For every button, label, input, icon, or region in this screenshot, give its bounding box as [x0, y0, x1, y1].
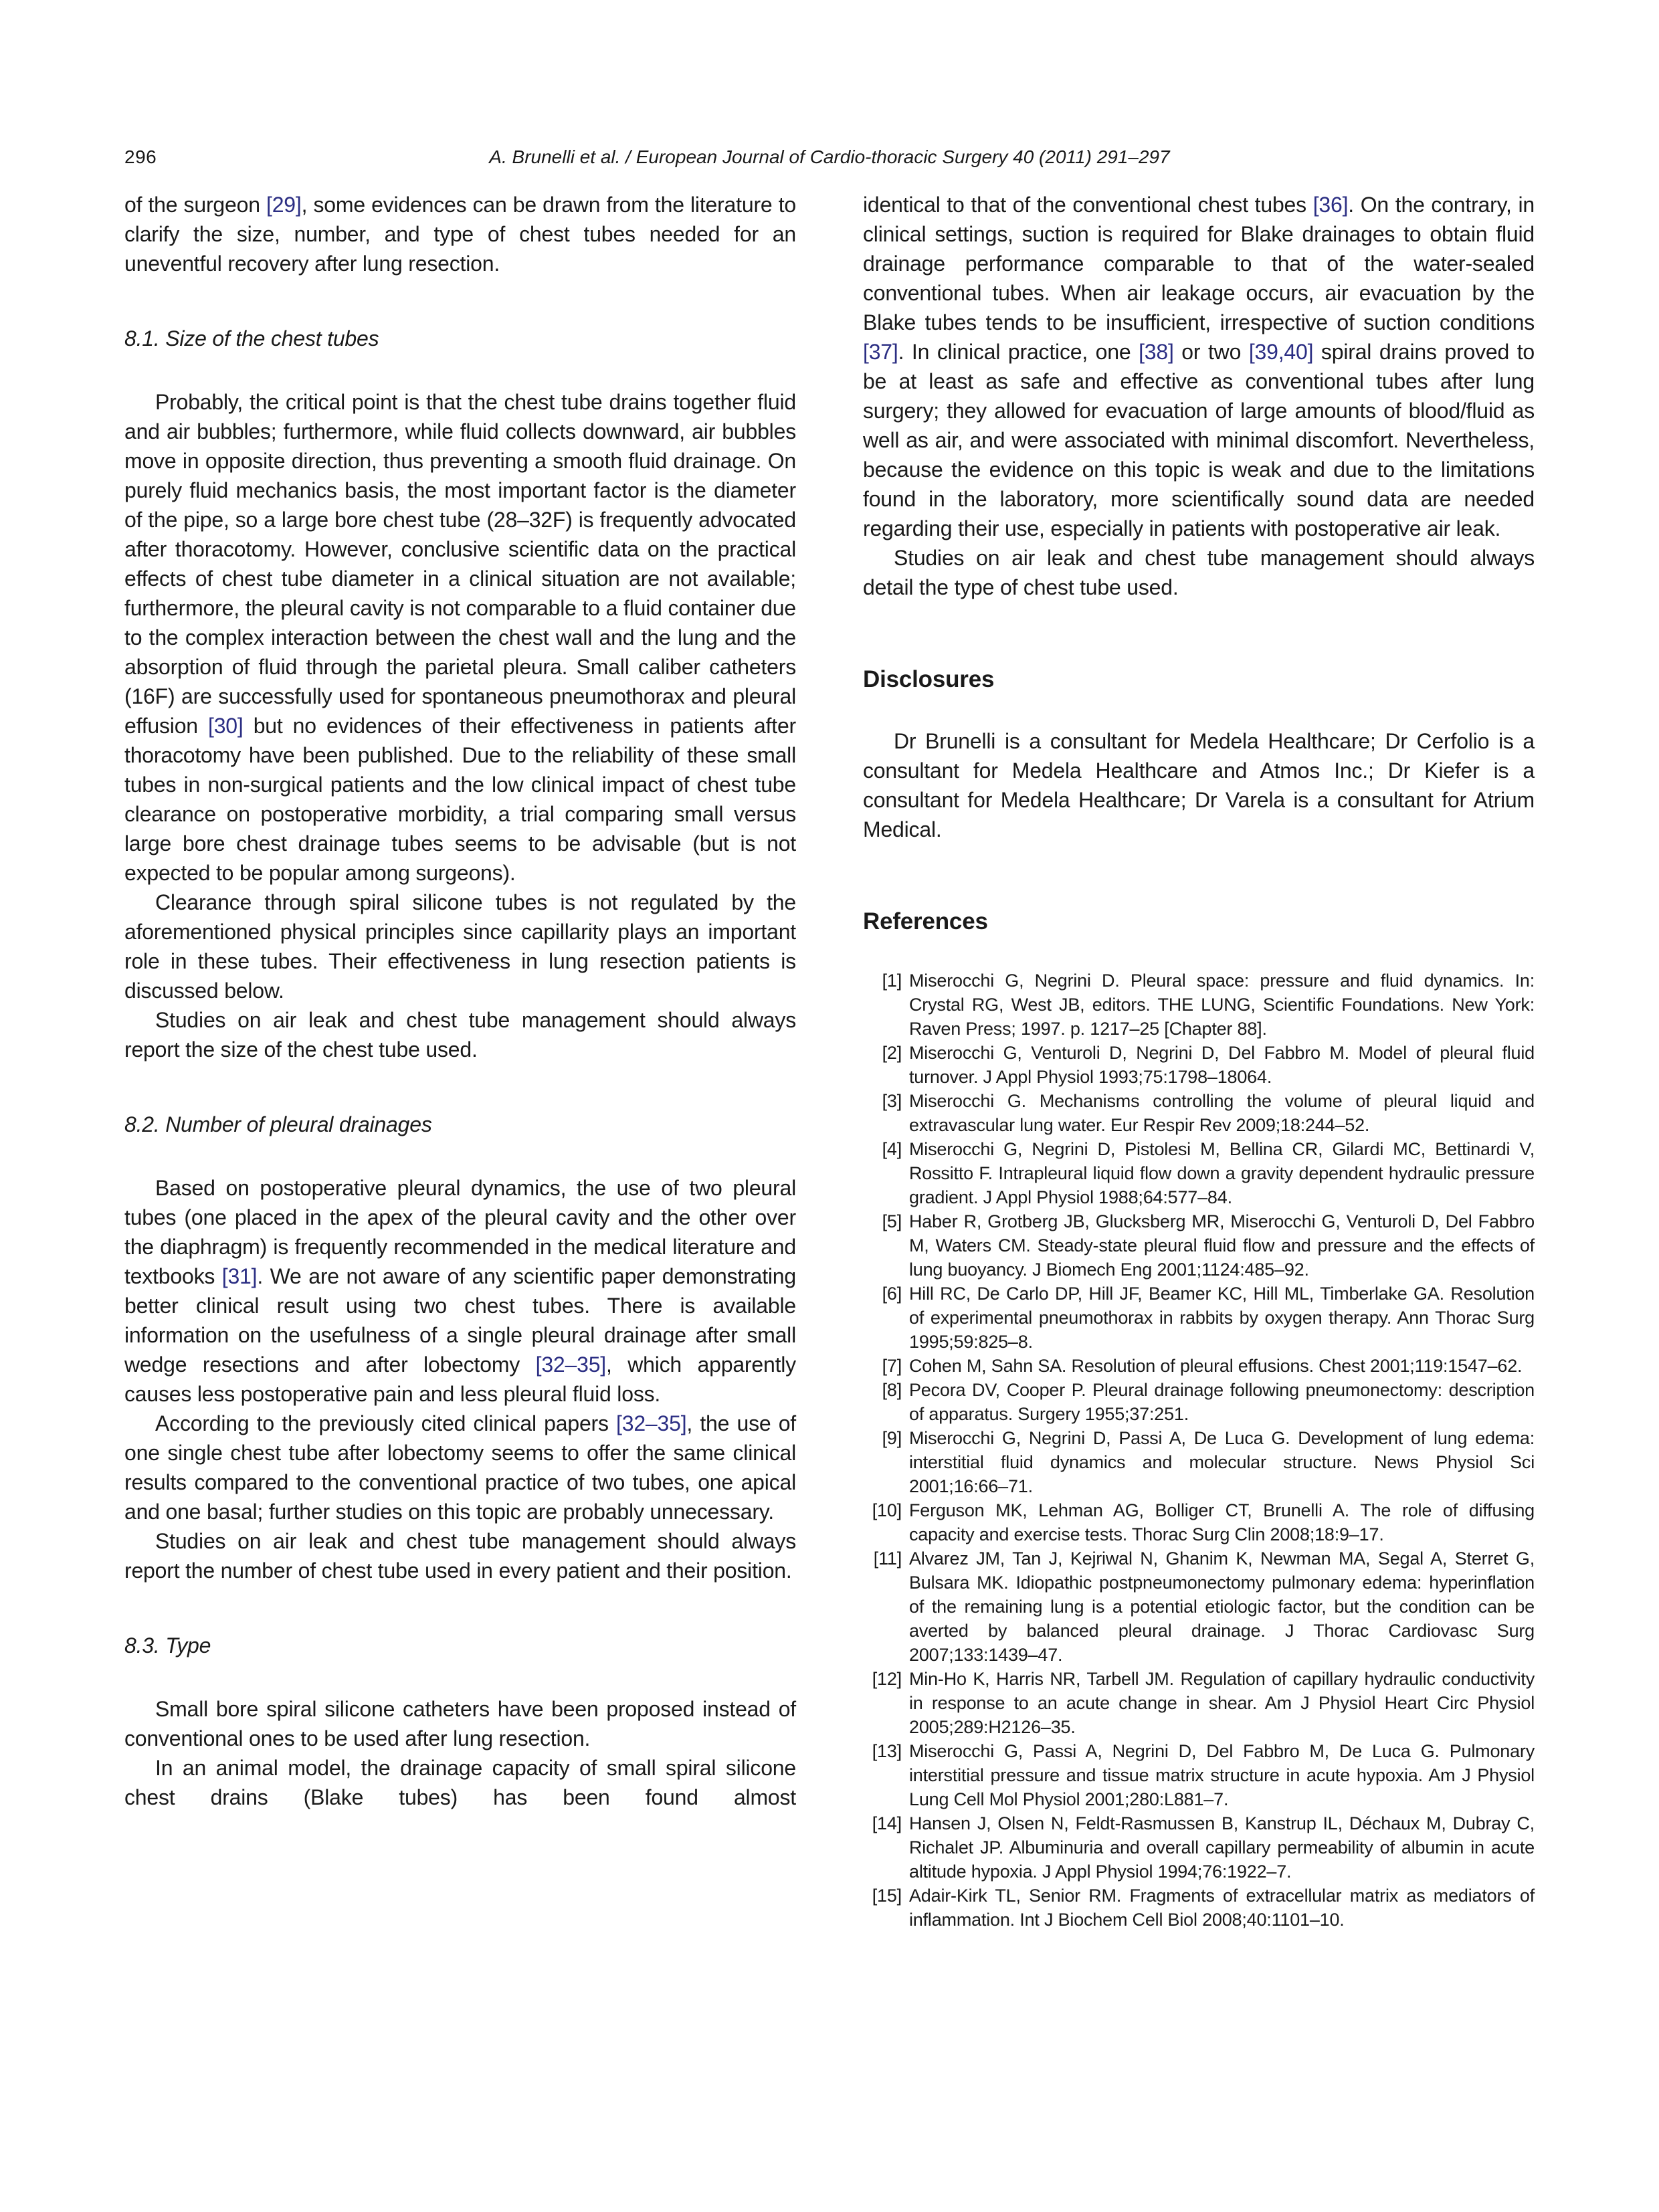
citation-link[interactable]: [37] [863, 340, 898, 364]
reference-text: Miserocchi G. Mechanisms controlling the volume of pleural liquid and extravascular lung water. Eur Respir Rev 2009;18:244–52. [909, 1091, 1535, 1135]
reference-number: [9] [882, 1428, 902, 1448]
citation-link[interactable]: [31] [221, 1264, 258, 1288]
reference-text: Miserocchi G, Negrini D, Pistolesi M, Bellina CR, Gilardi MC, Bettinardi V, Rossitto F. Intrapleural liquid flow down a gravity dependent hydraulic pressure gradient. J Appl Physiol 1988;64:577–84. [909, 1139, 1535, 1207]
reference-number: [7] [882, 1356, 902, 1376]
reference-item [863, 1546, 1535, 1667]
reference-item [863, 1739, 1535, 1811]
paragraph: Probably, the critical point is that the chest tube drains together fluid and air bubbles; furthermore, while fluid collects downward, air bubbles move in opposite direction, thus preventing a smooth fluid drainage. On purely fluid mechanics basis, the most important factor is the diameter of the pipe, so a large bore chest tube (28–32F) is frequently advocated after thoracotomy. However, conclusive scientific data on the practical effects of chest tube diameter in a clinical situation are not available; furthermore, the pleural cavity is not comparable to a fluid container due to the complex interaction between the chest wall and the lung and the absorption of fluid through the parietal pleura. Small caliber catheters (16F) are successfully used for spontaneous pneumothorax and pleural effusion [30] but no evidences of their effectiveness in patients after thoracotomy have been published. Due to the reliability of these small tubes in non-surgical patients and the low clinical impact of chest tube clearance on postoperative morbidity, a trial comparing small versus large bore chest drainage tubes seems to be advisable (but is not expected to be popular among surgeons). [124, 390, 797, 885]
reference-text: Hansen J, Olsen N, Feldt-Rasmussen B, Kanstrup IL, Déchaux M, Dubray C, Richalet JP. Albuminuria and overall capillary permeability of albumin in acute altitude hypoxia. J Appl Physiol 1994;76:1922–7. [909, 1813, 1535, 1882]
reference-text: Haber R, Grotberg JB, Glucksberg MR, Miserocchi G, Venturoli D, Del Fabbro M, Waters CM. Steady-state pleural fluid flow and pressure and the effects of lung buoyancy. J Biomech Eng 2001;1124:485–92. [909, 1211, 1535, 1280]
paragraph: of the surgeon [29], some evidences can be drawn from the literature to clarify the size, number, and type of chest tubes needed for an uneventful recovery after lung resection. [124, 193, 796, 276]
reference-number: [14] [872, 1813, 902, 1833]
reference-text: Miserocchi G, Negrini D. Pleural space: pressure and fluid dynamics. In: Crystal RG, West JB, editors. THE LUNG, Scientific Foundations. New York: Raven Press; 1997. p. 1217–25 [Chapter 88]. [909, 971, 1535, 1039]
citation-link[interactable]: [36] [1312, 193, 1349, 217]
reference-item [863, 1041, 1535, 1089]
reference-number: [6] [882, 1284, 902, 1304]
reference-number: [12] [872, 1669, 902, 1689]
reference-item [863, 1884, 1535, 1932]
section-heading: 8.3. Type [124, 1633, 211, 1657]
citation-link[interactable]: [38] [1139, 340, 1174, 364]
page-number: 296 [124, 146, 157, 167]
reference-item [863, 1137, 1535, 1209]
reference-number: [2] [882, 1043, 902, 1063]
reference-item [863, 1811, 1535, 1884]
reference-item [863, 1209, 1535, 1282]
paragraph: Studies on air leak and chest tube management should always report the number of chest tube used in every patient and their position. [124, 1529, 796, 1583]
reference-item [863, 969, 1535, 1041]
citation-link[interactable]: [30] [208, 714, 243, 738]
reference-text: Adair-Kirk TL, Senior RM. Fragments of extracellular matrix as mediators of inflammation. Int J Biochem Cell Biol 2008;40:1101–10. [909, 1886, 1535, 1930]
citation-link[interactable]: [39,40] [1248, 340, 1314, 364]
paragraph: Studies on air leak and chest tube management should always report the size of the chest tube used. [124, 1008, 796, 1062]
reference-number: [8] [882, 1380, 902, 1400]
reference-item [863, 1089, 1535, 1137]
reference-number: [15] [872, 1886, 902, 1906]
running-head: A. Brunelli et al. / European Journal of Cardio-thoracic Surgery 40 (2011) 291–297 [489, 146, 1170, 167]
paragraph: Clearance through spiral silicone tubes is not regulated by the aforementioned physical principles since capillarity plays an important role in these tubes. Their effectiveness in lung resection patients is discussed below. [124, 890, 796, 1003]
page-header [124, 146, 1535, 175]
reference-number: [3] [882, 1091, 902, 1111]
paragraph: In an animal model, the drainage capacity of small spiral silicone chest drains (Blake tubes) has been found almost [124, 1756, 796, 1809]
paragraph: Small bore spiral silicone catheters have been proposed instead of conventional ones to be used after lung resection. [124, 1697, 796, 1750]
reference-list [863, 969, 1535, 1932]
reference-item [863, 1354, 1535, 1378]
reference-item [863, 1378, 1535, 1426]
reference-item [863, 1498, 1535, 1546]
reference-item [863, 1667, 1535, 1739]
reference-item [863, 1426, 1535, 1498]
reference-text: Miserocchi G, Venturoli D, Negrini D, Del Fabbro M. Model of pleural fluid turnover. J Appl Physiol 1993;75:1798–18064. [909, 1043, 1535, 1087]
reference-text: Cohen M, Sahn SA. Resolution of pleural effusions. Chest 2001;119:1547–62. [909, 1356, 1523, 1376]
two-column-layout [124, 190, 1535, 1932]
left-column [124, 190, 796, 1932]
paragraph: According to the previously cited clinical papers [32–35], the use of one single chest tube after lobectomy seems to offer the same clinical results compared to the conventional practice of two tubes, one apical and one basal; further studies on this topic are probably unnecessary. [124, 1411, 796, 1524]
paragraph: Studies on air leak and chest tube management should always detail the type of chest tube used. [863, 546, 1535, 599]
page-content [124, 146, 1535, 1932]
section-heading: 8.2. Number of pleural drainages [124, 1112, 432, 1136]
reference-number: [11] [873, 1548, 902, 1569]
paragraph: identical to that of the conventional chest tubes [36]. On the contrary, in clinical settings, suction is required for Blake drainages to obtain fluid drainage performance comparable to that of the water-sealed conventional tubes. When air leakage occurs, air evacuation by the Blake tubes tends to be insufficient, irrespective of suction conditions [37]. In clinical practice, one [38] or two [39,40] spiral drains proved to be at least as safe and effective as conventional tubes after lung surgery; they allowed for evacuation of large amounts of blood/fluid as well as air, and were associated with minimal discomfort. Nevertheless, because the evidence on this topic is weak and due to the limitations found in the laboratory, more scientifically sound data are needed regarding their use, especially in patients with postoperative air leak. [863, 193, 1535, 540]
reference-text: Alvarez JM, Tan J, Kejriwal N, Ghanim K, Newman MA, Segal A, Sterret G, Bulsara MK. Idiopathic postpneumonectomy pulmonary edema: hyperinflation of the remaining lung is a potential etiologic factor, but the condition can be averted by balanced pleural drainage. J Thorac Cardiovasc Surg 2007;133:1439–47. [909, 1548, 1535, 1665]
reference-text: Ferguson MK, Lehman AG, Bolliger CT, Brunelli A. The role of diffusing capacity and exercise tests. Thorac Surg Clin 2008;18:9–17. [909, 1500, 1535, 1544]
reference-number: [13] [872, 1741, 902, 1761]
section-heading: 8.1. Size of the chest tubes [124, 326, 379, 350]
major-heading: References [863, 908, 988, 934]
reference-item [863, 1282, 1535, 1354]
paragraph: Based on postoperative pleural dynamics, the use of two pleural tubes (one placed in the apex of the pleural cavity and the other over the diaphragm) is frequently recommended in the medical literature and textbooks [31]. We are not aware of any scientific paper demonstrating better clinical result using two chest tubes. There is available information on the usefulness of a single pleural drainage after small wedge resections and after lobectomy [32–35], which apparently causes less postoperative pain and less pleural fluid loss. [124, 1176, 796, 1406]
reference-text: Miserocchi G, Negrini D, Passi A, De Luca G. Development of lung edema: interstitial fluid dynamics and molecular structure. News Physiol Sci 2001;16:66–71. [909, 1428, 1535, 1496]
major-heading: Disclosures [863, 666, 995, 692]
reference-number: [10] [872, 1500, 902, 1520]
citation-link[interactable]: [32–35] [535, 1352, 606, 1377]
reference-text: Miserocchi G, Passi A, Negrini D, Del Fabbro M, De Luca G. Pulmonary interstitial pressure and tissue matrix structure in acute hypoxia. Am J Physiol Lung Cell Mol Physiol 2001;280:L881–7. [909, 1741, 1535, 1809]
reference-number: [1] [882, 971, 902, 991]
citation-link[interactable]: [32–35] [616, 1411, 687, 1435]
reference-text: Pecora DV, Cooper P. Pleural drainage following pneumonectomy: description of apparatus. Surgery 1955;37:251. [909, 1380, 1535, 1424]
right-column [863, 190, 1535, 1932]
reference-number: [5] [882, 1211, 902, 1231]
reference-text: Min-Ho K, Harris NR, Tarbell JM. Regulation of capillary hydraulic conductivity in response to an acute change in shear. Am J Physiol Heart Circ Physiol 2005;289:H2126–35. [909, 1669, 1535, 1737]
reference-number: [4] [882, 1139, 902, 1159]
reference-text: Hill RC, De Carlo DP, Hill JF, Beamer KC, Hill ML, Timberlake GA. Resolution of experimental pneumothorax in rabbits by oxygen therapy. Ann Thorac Surg 1995;59:825–8. [909, 1284, 1535, 1352]
paragraph: Dr Brunelli is a consultant for Medela Healthcare; Dr Cerfolio is a consultant for Medela Healthcare and Atmos Inc.; Dr Kiefer is a consultant for Medela Healthcare; Dr Varela is a consultant for Atrium Medical. [863, 729, 1535, 841]
citation-link[interactable]: [29] [266, 193, 302, 217]
